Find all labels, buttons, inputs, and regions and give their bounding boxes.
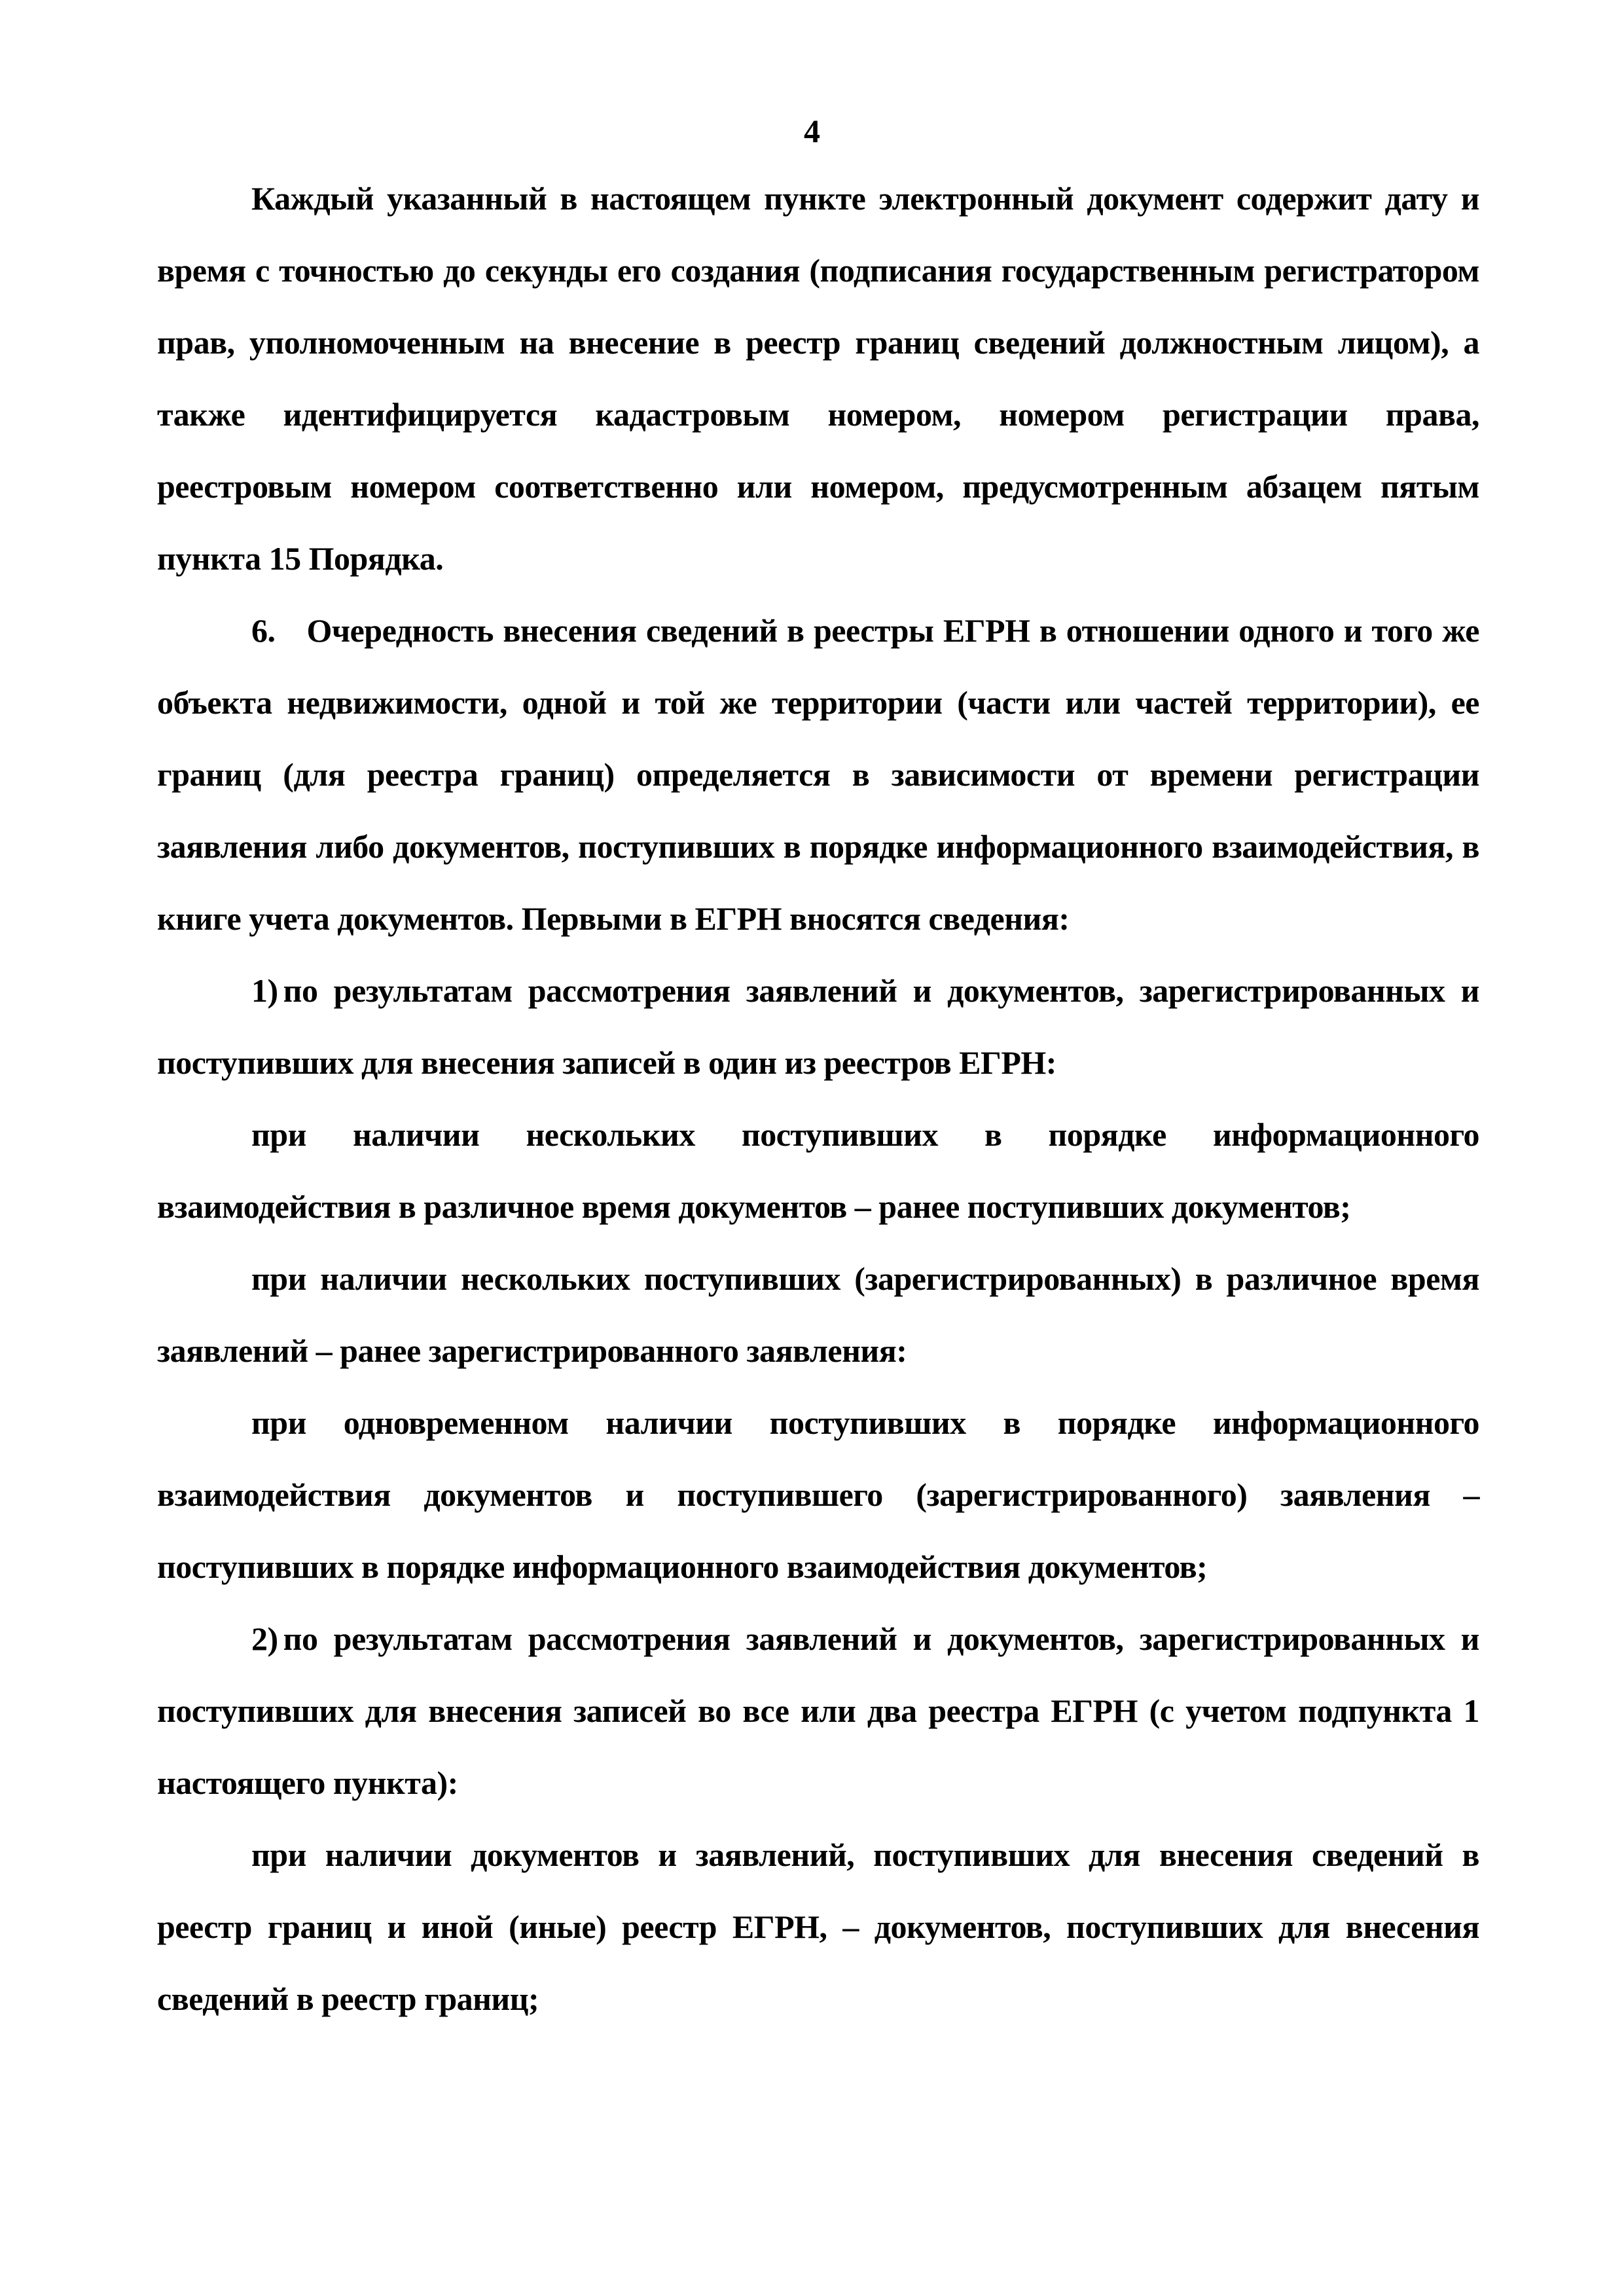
item-number: 1) bbox=[251, 972, 278, 1009]
paragraph-text: Очередность внесения сведений в реестры ЕГРН в отношении одного и того же объекта недвижимости, одной и той же территории (части или частей территории), ее границ (для реестра границ) определяется в зависимости от времени регистрации заявления либо документов, поступивших в порядке информационного взаимодействия, в книге учета документов. Первыми в ЕГРН вносятся сведения: bbox=[157, 612, 1479, 937]
paragraph-item-6 bbox=[157, 594, 1479, 955]
document-body bbox=[157, 162, 1479, 2035]
paragraph-multiple-applications: при наличии нескольких поступивших (зарегистрированных) в различное время заявлений – ранее зарегистрированного заявления: bbox=[157, 1260, 1479, 1369]
paragraph-electronic-document: Каждый указанный в настоящем пункте электронный документ содержит дату и время с точностью до секунды его создания (подписания государственным регистратором прав, уполномоченным на внесение в реестр границ сведений должностным лицом), а также идентифицируется кадастровым номером, номером регистрации права, реестровым номером соответственно или номером, предусмотренным абзацем пятым пункта 15 Порядка. bbox=[157, 180, 1479, 577]
paragraph-simultaneous: при одновременном наличии поступивших в порядке информационного взаимодействия документов и поступившего (зарегистрированного) заявления – поступивших в порядке информационного взаимодействия документов; bbox=[157, 1404, 1479, 1585]
paragraph-subitem-2 bbox=[157, 1603, 1479, 1819]
paragraph-border-registry: при наличии документов и заявлений, поступивших для внесения сведений в реестр границ и иной (иные) реестр ЕГРН, – документов, поступивших для внесения сведений в реестр границ; bbox=[157, 1836, 1479, 2017]
paragraph-multiple-documents: при наличии нескольких поступивших в порядке информационного взаимодействия в различное время документов – ранее поступивших документов; bbox=[157, 1116, 1479, 1225]
paragraph-text: по результатам рассмотрения заявлений и документов, зарегистрированных и поступивших для внесения записей в один из реестров ЕГРН: bbox=[157, 972, 1479, 1081]
paragraph-subitem-1 bbox=[157, 955, 1479, 1099]
paragraph-text: по результатам рассмотрения заявлений и документов, зарегистрированных и поступивших для внесения записей во все или два реестра ЕГРН (с учетом подпункта 1 настоящего пункта): bbox=[157, 1620, 1479, 1801]
item-number: 2) bbox=[251, 1620, 278, 1657]
item-number: 6. bbox=[251, 612, 276, 649]
page-number: 4 bbox=[804, 113, 820, 149]
